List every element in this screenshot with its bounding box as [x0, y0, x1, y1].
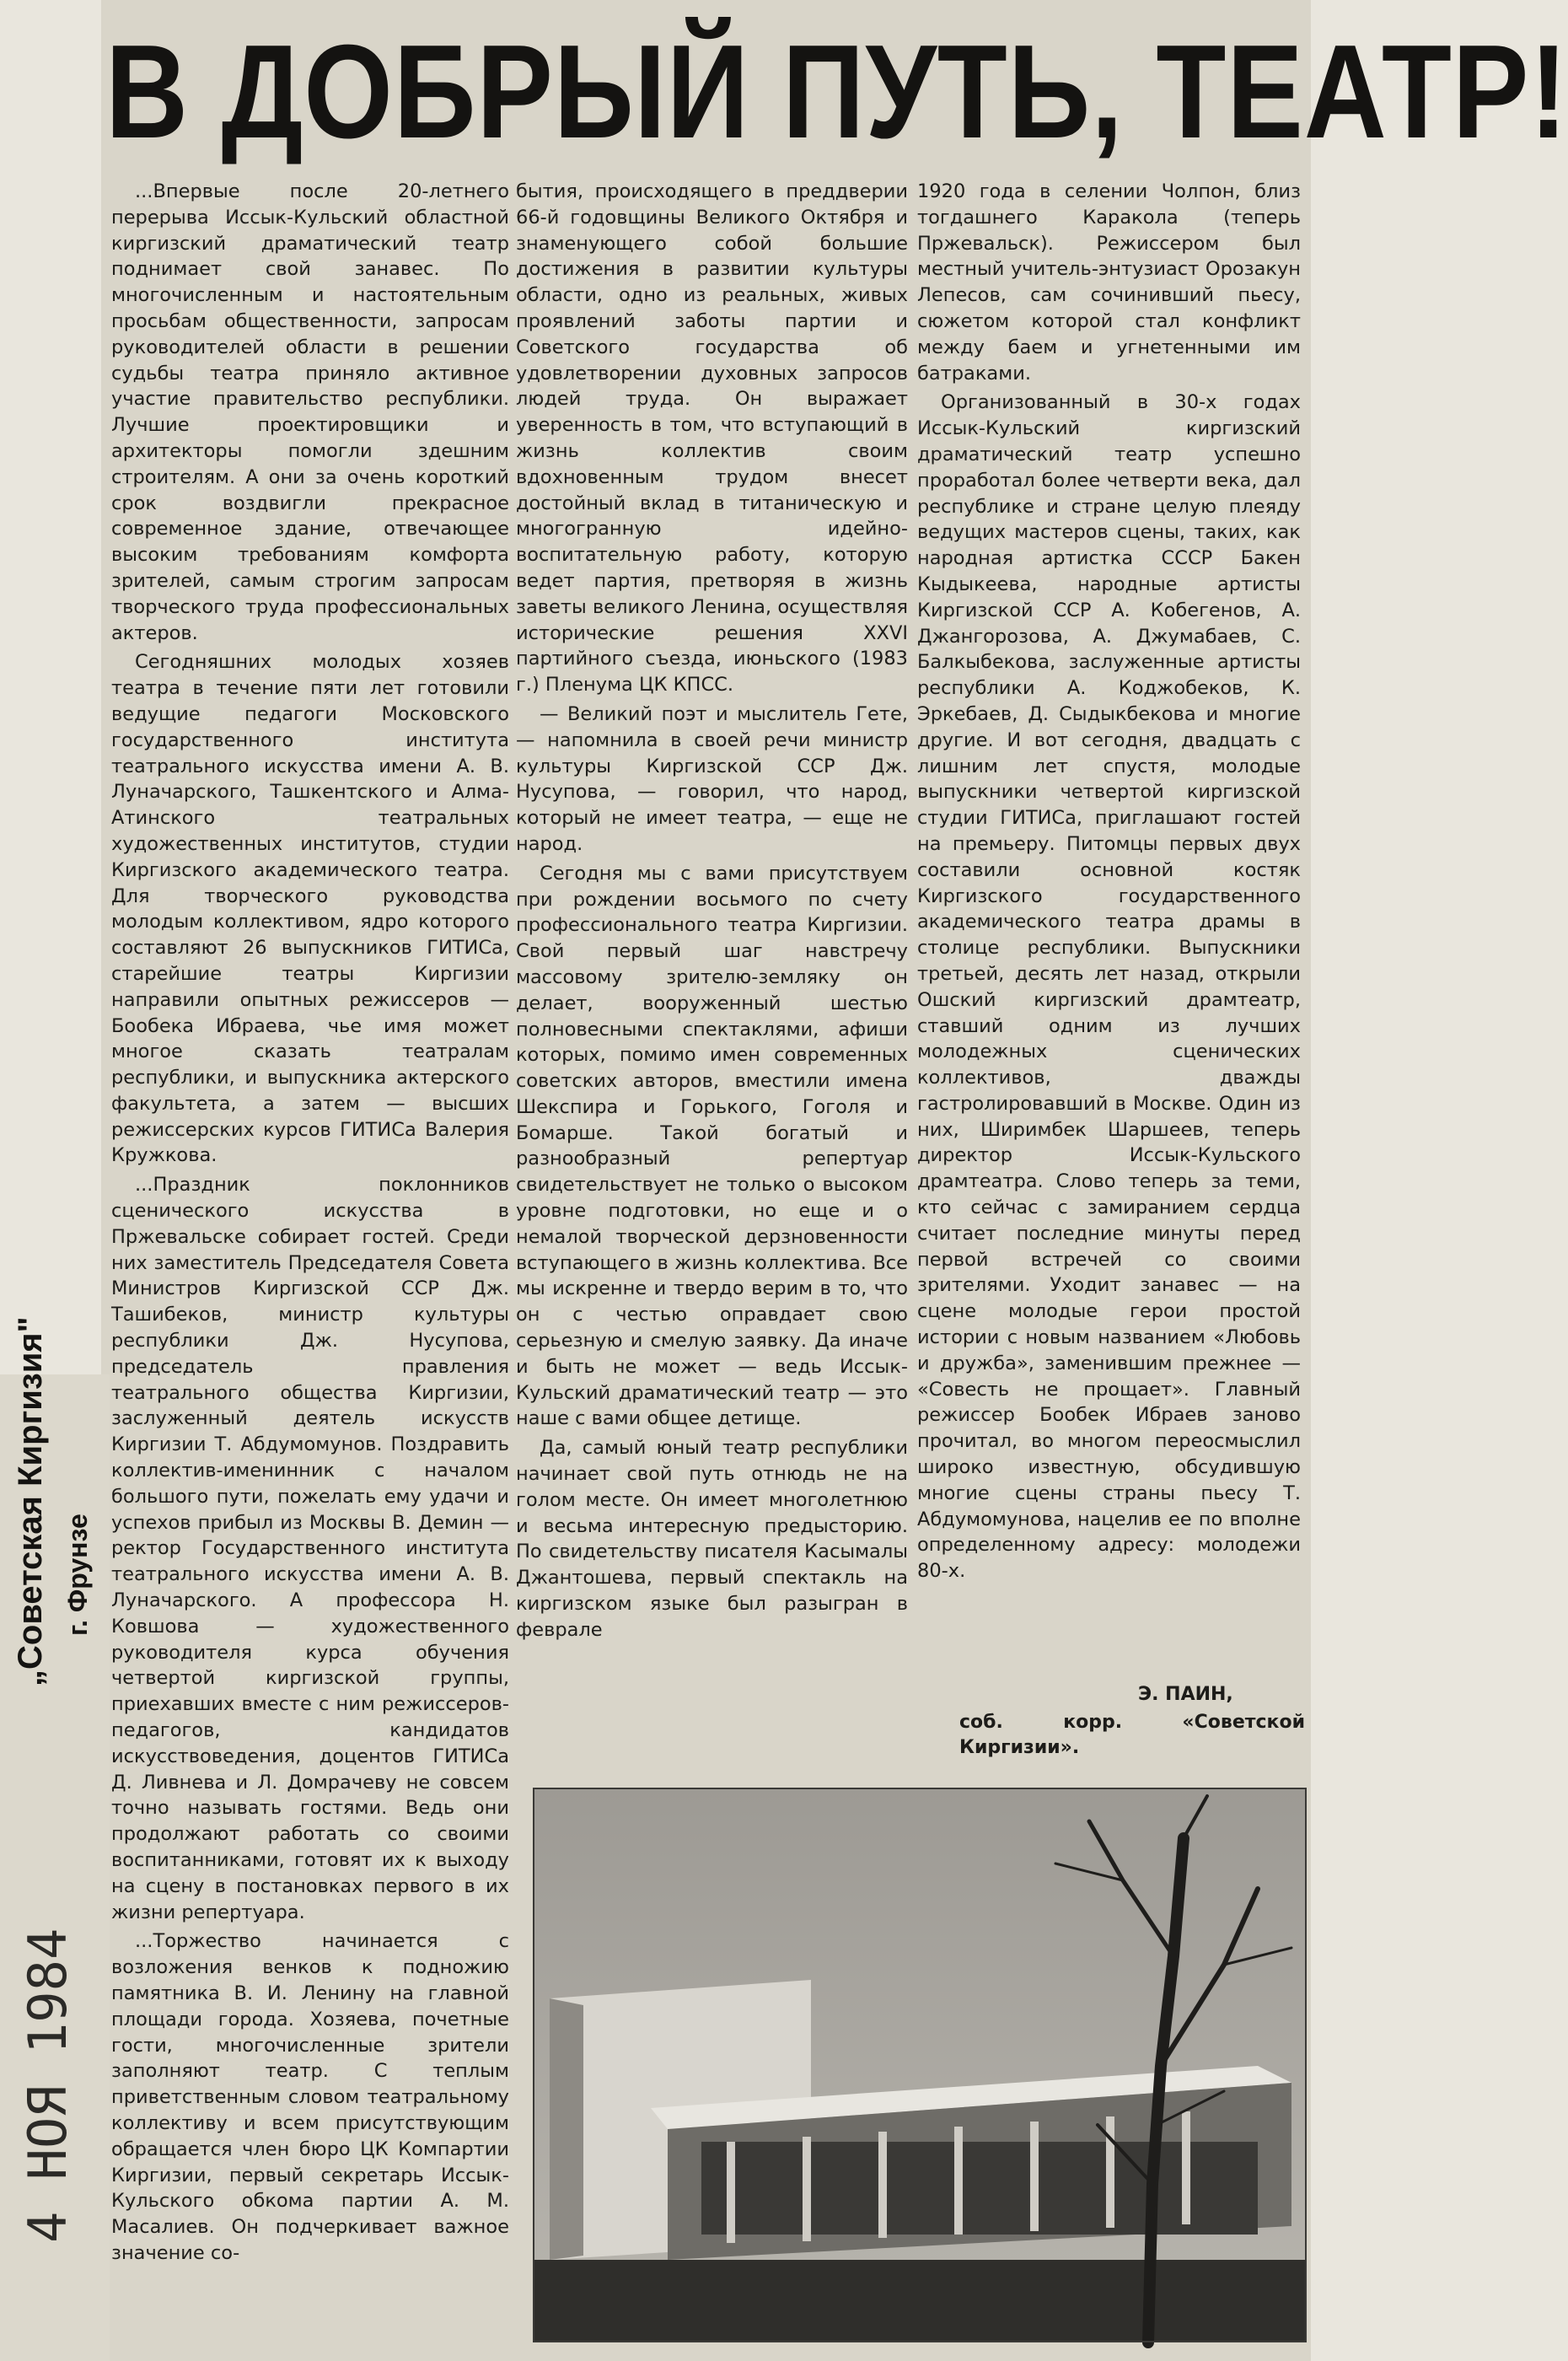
article-column-3 [917, 179, 1301, 1588]
paragraph: Да, самый юный театр республики начинает свой путь отнюдь не на голом месте. Он имеет многолетнюю и весьма интересную предысторию. По свидетельству писателя Касымалы Джантошева, первый спектакль на киргизском языке был разыгран в феврале [516, 1437, 908, 1641]
paragraph: бытия, происходящего в преддверии 66-й годовщины Великого Октября и знаменующего собой большие достижения в развитии культуры области, одно из реальных, живых проявлений заботы партии и Советского государства об удовлетворении духовных запросов людей труда. Он выражает уверенность в том, что вступающий в жизнь коллектив своим вдохновенным трудом внесет достойный вклад в титаническую и многогранную идейно-воспитательную работу, которую ведет партия, претворяя в жизнь заветы великого Ленина, осуществляя исторические решения XXVI партийного съезда, июньского (1983 г.) Пленума ЦК КПСС. [516, 180, 908, 696]
paragraph: Сегодня мы с вами присутствуем при рождении восьмого по счету профессионального театра Киргизии. Свой первый шаг навстречу массовому зрителю-земляку он делает, вооруженный шестью полновесными спектаклями, афиши которых, помимо имен современных советских авторов, вместили имена Шекспира и Горького, Гоголя и Бомарше. Такой богатый и разнообразный репертуар свидетельствует не только о высоком уровне подготовки, но еще и о немалой творческой дерзновенности вступающего в жизнь коллектива. Все мы искренне и твердо верим в то, что он с честью оправдает свою серьезную и смелую заявку. Да иначе и быть не может — ведь Иссык-Кульский драматический театр — это наше с вами общее детище. [516, 862, 908, 1430]
date-stamp-text: 4 НОЯ 1984 [17, 1928, 78, 2243]
article-column-1 [111, 179, 509, 2270]
paragraph: — Великий поэт и мыслитель Гете, — напомнила в своей речи министр культуры Киргизской ССР Дж. Нусупова, — говорил, что народ, который не имеет театра, — еще не народ. [516, 702, 908, 855]
ground [533, 2260, 1307, 2342]
theater-building-photo [533, 1788, 1307, 2342]
date-stamp [17, 1928, 93, 2243]
paragraph: ...Торжество начинается с возложения венков к подножию памятника В. И. Ленину на главной площади города. Хозяева, почетные гости, многочисленные зрители заполняют театр. С теплым приветственным словом театральному коллективу и всем присутствующим обращается член бюро ЦК Компартии Киргизии, первый секретарь Иссык-Кульского обкома партии А. М. Масалиев. Он подчеркивает важное значение со- [111, 1930, 509, 2264]
headline: В ДОБРЫЙ ПУТЬ, ТЕАТР! [105, 18, 1568, 166]
article-column-2 [516, 179, 908, 1647]
paragraph: 1920 года в селении Чолпон, близ тогдашнего Каракола (теперь Пржевальск). Режиссером был местный учитель-энтузиаст Орозакун Лепесов, сам сочинивший пьесу, сюжетом которой стал конфликт между баем и угнетенными им батраками. [917, 180, 1301, 385]
paragraph: ...Праздник поклонников сценического искусства в Пржевальске собирает гостей. Среди них заместитель Председателя Совета Министров Киргизской ССР Дж. Ташибеков, министр культуры республики Дж. Нусупова, председатель правления театрального общества Киргизии, заслуженный деятель искусств Киргизии Т. Абдумомунов. Поздравить коллектив-именинник с началом большого пути, пожелать ему удачи и успехов прибыл из Москвы В. Демин — ректор Государственного института театрального искусства имени А. В. Луначарского. А профессора Н. Ковшова — художественного руководителя курса обучения четвертой киргизской группы, приехавших вместе с ним режиссеров-педагогов, кандидатов искусствоведения, доцентов ГИТИСа Д. Ливнева и Л. Домрачеву не совсем точно называть гостями. Ведь они продолжают работать со своими воспитанниками, готовят их к выходу на сцену в постановках первого в их жизни репертуара. [111, 1174, 509, 1923]
newspaper-source [10, 1316, 111, 1686]
paragraph: Организованный в 30-х годах Иссык-Кульский киргизский драматический театр успешно проработал более четверти века, дал республике и стране целую плеяду ведущих мастеров сцены, таких, как народная артистка СССР Бакен Кыдыкеева, народные артисты Киргизской ССР А. Кобегенов, А. Джангорозова, А. Джумабаев, С. Балкыбекова, заслуженные артисты республики А. Коджобеков, К. Эркебаев, Д. Сыдыкбекова и многие другие. И вот сегодня, двадцать с лишним лет спустя, молодые выпускники четвертой киргизской студии ГИТИСа, приглашают гостей на премьеру. Питомцы первых двух составили основной костяк Киргизского государственного академического театра драмы в столице республики. Выпускники третьей, десять лет назад, открыли Ошский киргизский драмтеатр, ставший одним из лучших молодежных сценических коллективов, дважды гастролировавший в Москве. Один из них, Ширимбек Шаршеев, теперь директор Иссык-Кульского драмтеатра. Слово теперь за теми, кто сейчас с замиранием сердца считает последние минуты перед первой встречей со своими зрителями. Уходит занавес — на сцене молодые герои простой истории с новым названием «Любовь и дружба», заменившим прежнее — «Совесть не прощает». Главный режиссер Бообек Ибраев заново прочитал, во многом переосмыслил широко известную, обсудившую многие сцены страны пьесу Т. Абдумомунова, нацелив ее по вполне определенному адресу: молодежи 80-х. [917, 391, 1301, 1583]
signature-position: соб. корр. «Советской Киргизии». [959, 1712, 1305, 1758]
paragraph: ...Впервые после 20-летнего перерыва Иссык-Кульский областной киргизский драматический театр поднимает свой занавес. По многочисленным и настоятельным просьбам общественности, запросам руководителей области в решении судьбы театра приняло активное участие правительство республики. Лучшие проектировщики и архитекторы помогли здешним строителям. А они за очень короткий срок воздвигли прекрасное современное здание, отвечающее высоким требованиям комфорта зрителей, самым строгим запросам творческого труда профессиональных актеров. [111, 180, 509, 644]
paragraph: Сегодняшних молодых хозяев театра в течение пяти лет готовили ведущие педагоги Московского государственного института театрального искусства имени А. В. Луначарского, Ташкентского и Алма-Атинского театральных художественных институтов, студии Киргизского академического театра. Для творческого руководства молодым коллективом, ядро которого составляют 26 выпускников ГИТИСа, старейшие театры Киргизии направили опытных режиссеров — Бообека Ибраева, чье имя может многое сказать театралам республики, и выпускника актерского факультета, а затем — высших режиссерских курсов ГИТИСа Валерия Кружкова. [111, 651, 509, 1167]
signature-author: Э. ПАИН, [1138, 1684, 1233, 1705]
newspaper-city: г. Фрунзе [62, 1514, 93, 1636]
glass-band [701, 2142, 1258, 2235]
newspaper-title: „Советская Киргизия" [12, 1316, 49, 1686]
stage-tower-side [550, 1998, 583, 2260]
